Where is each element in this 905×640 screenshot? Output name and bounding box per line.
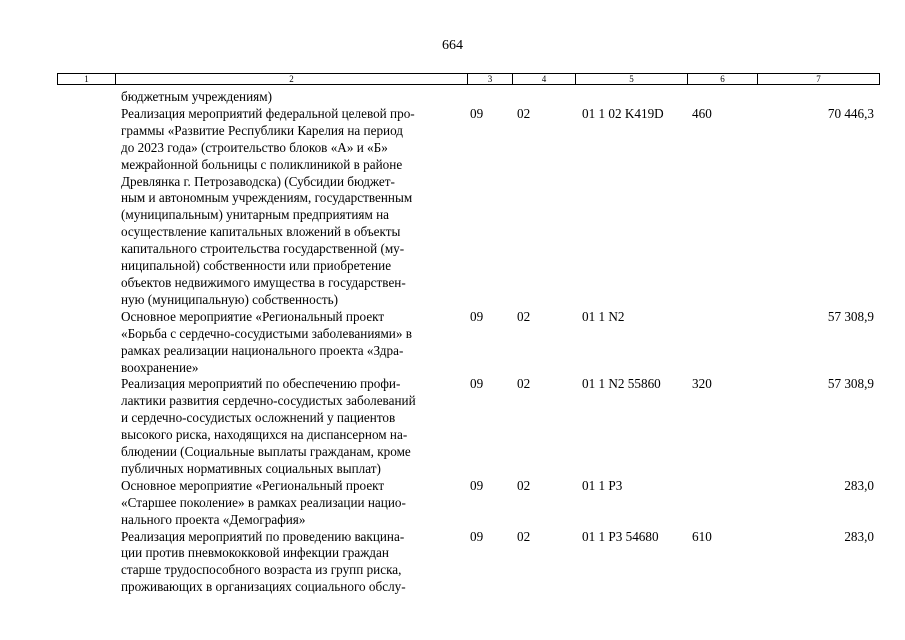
- table-row: [57, 89, 879, 106]
- description-line: «Борьба с сердечно-сосудистыми заболеваниями» в: [121, 325, 412, 341]
- description-line: бюджетным учреждениям): [121, 89, 272, 104]
- row-description: [121, 529, 465, 597]
- cell-column-3: 09: [470, 105, 484, 121]
- cell-column-6: 460: [692, 105, 712, 121]
- cell-column-5: 01 1 N2: [582, 308, 625, 324]
- description-line: Древлянка г. Петрозаводска) (Субсидии бюджет-: [121, 173, 395, 189]
- description-line: ную (муниципальную) собственность): [121, 291, 339, 307]
- description-line: Реализация мероприятий по обеспечению профи-: [121, 376, 401, 392]
- description-line: объектов недвижимого имущества в государствен-: [121, 274, 406, 290]
- description-line: публичных нормативных социальных выплат): [121, 460, 381, 476]
- description-line: и сердечно-сосудистых осложнений у пациентов: [121, 410, 396, 426]
- cell-column-7: 57 308,9: [827, 376, 874, 392]
- cell-column-7: 70 446,3: [827, 105, 874, 121]
- column-header-table: [57, 73, 880, 85]
- description-line: ции против пневмококковой инфекции граждан: [121, 545, 389, 561]
- row-description: [121, 106, 465, 309]
- row-description: [121, 478, 465, 529]
- column-header-2: 2: [116, 74, 468, 85]
- column-header-7: 7: [758, 74, 880, 85]
- cell-column-4: 02: [517, 528, 531, 544]
- description-line: Основное мероприятие «Региональный проект: [121, 308, 385, 324]
- row-description: [121, 89, 465, 106]
- cell-column-7: 283,0: [844, 477, 874, 493]
- description-line: (муниципальным) унитарным предприятиям на: [121, 207, 390, 223]
- description-line: Основное мероприятие «Региональный проект: [121, 477, 385, 493]
- cell-column-6: 610: [692, 528, 712, 544]
- description-line: межрайонной больницы с поликлиникой в районе: [121, 156, 403, 172]
- column-header-5: 5: [576, 74, 688, 85]
- table-row: [57, 376, 879, 477]
- description-line: до 2023 года» (строительство блоков «А» и «Б»: [121, 139, 388, 155]
- table-row: [57, 309, 879, 377]
- description-line: воохранение»: [121, 359, 199, 375]
- cell-column-5: 01 1 P3 54680: [582, 528, 659, 544]
- description-line: блюдении (Социальные выплаты гражданам, кроме: [121, 444, 411, 460]
- description-line: капитального строительства государственной (му-: [121, 241, 405, 257]
- cell-column-4: 02: [517, 477, 531, 493]
- cell-column-4: 02: [517, 308, 531, 324]
- table-row: [57, 106, 879, 309]
- cell-column-3: 09: [470, 308, 484, 324]
- cell-column-6: 320: [692, 376, 712, 392]
- description-line: граммы «Развитие Республики Карелия на период: [121, 122, 404, 138]
- description-line: старше трудоспособного возраста из групп риска,: [121, 562, 402, 578]
- cell-column-3: 09: [470, 528, 484, 544]
- column-header-3: 3: [468, 74, 513, 85]
- cell-column-7: 57 308,9: [827, 308, 874, 324]
- description-line: лактики развития сердечно-сосудистых заболеваний: [121, 393, 416, 409]
- cell-column-3: 09: [470, 477, 484, 493]
- cell-column-5: 01 1 02 K419D: [582, 105, 664, 121]
- row-description: [121, 376, 465, 477]
- description-line: осуществление капитальных вложений в объекты: [121, 224, 401, 240]
- row-description: [121, 309, 465, 377]
- description-line: «Старшее поколение» в рамках реализации нацио-: [121, 494, 406, 510]
- cell-column-4: 02: [517, 105, 531, 121]
- cell-column-5: 01 1 P3: [582, 477, 623, 493]
- description-line: Реализация мероприятий федеральной целевой про-: [121, 105, 415, 121]
- cell-column-7: 283,0: [844, 528, 874, 544]
- description-line: проживающих в организациях социального обслу-: [121, 579, 406, 595]
- description-line: ниципальной) собственности или приобретение: [121, 258, 392, 274]
- description-line: ным и автономным учреждениям, государственным: [121, 190, 413, 206]
- description-line: рамках реализации национального проекта «Здра-: [121, 342, 404, 358]
- description-line: нального проекта «Демография»: [121, 511, 306, 527]
- table-row: [57, 478, 879, 529]
- description-line: высокого риска, находящихся на диспансерном на-: [121, 427, 408, 443]
- column-header-1: 1: [58, 74, 116, 85]
- column-header-row: [58, 74, 880, 85]
- page-number: 664: [442, 38, 463, 53]
- cell-column-4: 02: [517, 376, 531, 392]
- table-row: [57, 529, 879, 597]
- column-header-4: 4: [513, 74, 576, 85]
- cell-column-5: 01 1 N2 55860: [582, 376, 661, 392]
- cell-column-3: 09: [470, 376, 484, 392]
- table-body: [57, 89, 879, 596]
- description-line: Реализация мероприятий по проведению вакцина-: [121, 528, 405, 544]
- column-header-6: 6: [688, 74, 758, 85]
